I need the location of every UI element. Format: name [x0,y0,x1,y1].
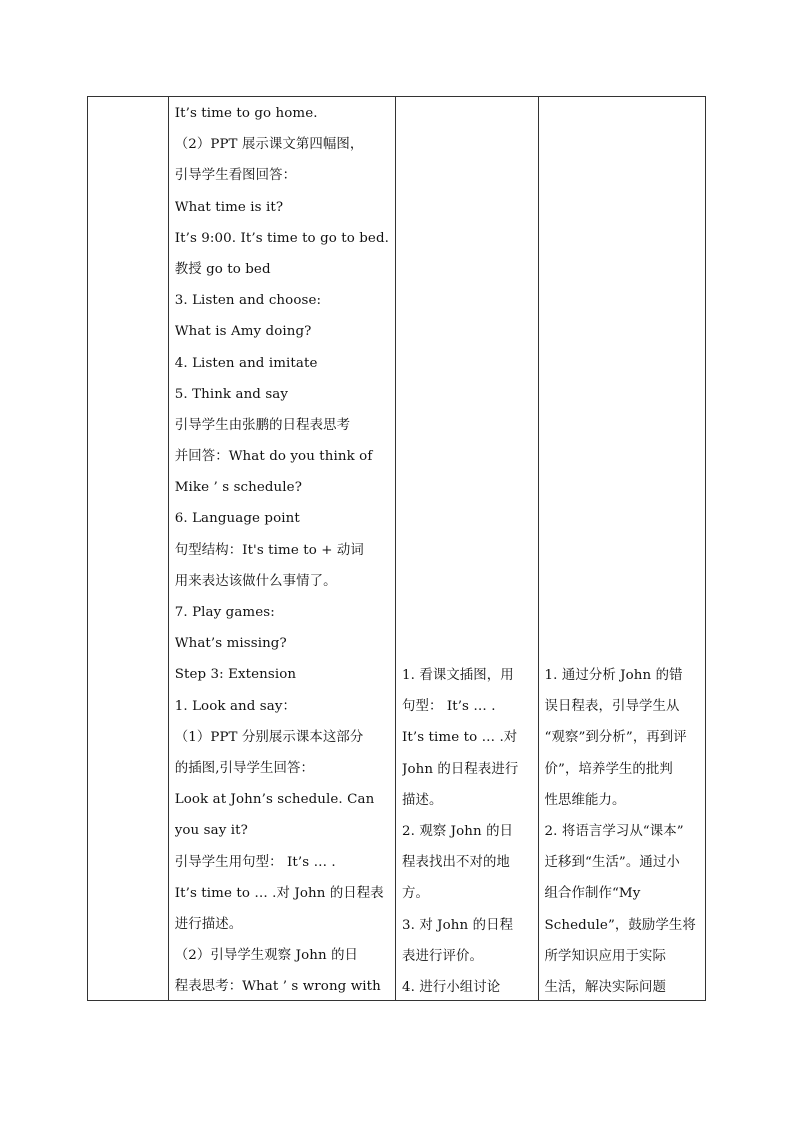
process-line: Mike ’ s schedule? [174,480,302,496]
design-intent-line: 性思维能力。 [544,792,626,808]
process-line: 的插图,引导学生回答： [174,760,314,776]
process-line: 6. Language point [174,511,300,527]
design-intent-text [545,660,703,1000]
design-intent-line: 1. 通过分析 John 的错 [544,668,683,683]
design-intent-line: 所学知识应用于实际 [544,948,666,964]
lesson-plan-table [87,96,706,1001]
process-line: Look at John’s schedule. Can [174,792,375,808]
student-activity-column [395,97,538,1000]
design-intent-line: “观察”到分析”，再到评 [544,730,687,746]
design-intent-line: 迁移到“生活”。通过小 [544,855,680,871]
step-label-column [88,97,168,1000]
process-line: 引导学生看图回答： [174,168,297,184]
student-activity-line: 方。 [402,886,429,902]
process-line: What is Amy doing? [174,324,312,340]
process-line: What’s missing? [174,636,287,652]
student-activity-line: 程表找出不对的地 [402,855,510,871]
process-line: 3. Listen and choose: [174,293,322,309]
design-intent-line: Schedule”，鼓励学生将 [544,917,696,933]
process-line: 用来表达该做什么事情了。 [174,573,337,589]
student-activity-line: 描述。 [402,792,443,808]
process-line: 5. Think and say [174,386,289,402]
process-line: It’s time to … .对 John 的日程表 [174,885,384,901]
design-intent-column [538,97,705,1000]
process-line: Step 3: Extension [174,667,297,683]
student-activity-line: 句型： It’s … . [402,699,496,715]
process-line: you say it? [174,823,248,839]
teaching-process-column [168,97,395,1000]
process-line: It’s 9:00. It’s time to go to bed. [174,230,389,246]
process-line: It’s time to go home. [174,106,318,121]
student-activity-line: 4. 进行小组讨论 [402,979,501,995]
process-line: 4. Listen and imitate [174,355,318,371]
design-intent-line: 误日程表，引导学生从 [544,699,680,715]
process-line: （2）PPT 展示课文第四幅图， [174,137,364,153]
design-intent-line: 价”，培养学生的批判 [544,761,673,777]
student-activity-line: 3. 对 John 的日程 [402,917,514,933]
process-line: 7. Play games: [174,605,275,620]
process-line: 句型结构：It's time to + 动词 [174,542,364,558]
student-activity-line: John 的日程表进行 [402,761,519,777]
process-line: 教授 go to bed [174,261,271,277]
student-activity-line: It’s time to … .对 [402,730,518,746]
process-line: （1）PPT 分别展示课本这部分 [174,729,364,745]
student-activity-line: 表进行评价。 [402,948,483,964]
student-activity-text [402,660,536,1000]
process-line: 并回答：What do you think of [174,449,373,465]
teaching-process-text [175,98,393,1000]
process-line: （2）引导学生观察 John 的日 [174,948,359,964]
process-line: 引导学生用句型： It’s … . [174,854,336,870]
design-intent-line: 2. 将语言学习从“课本” [544,823,684,839]
student-activity-line: 1. 看课文插图，用 [402,668,514,683]
process-line: 引导学生由张鹏的日程表思考 [174,417,351,433]
student-activity-line: 2. 观察 John 的日 [402,823,514,839]
process-line: 程表思考：What ’ s wrong with [174,979,381,995]
process-line: 进行描述。 [174,916,243,932]
design-intent-line: 组合作制作“My [544,886,641,902]
process-line: 1. Look and say： [174,698,296,714]
design-intent-line: 生活，解决实际问题 [544,979,666,995]
process-line: What time is it? [174,199,284,215]
